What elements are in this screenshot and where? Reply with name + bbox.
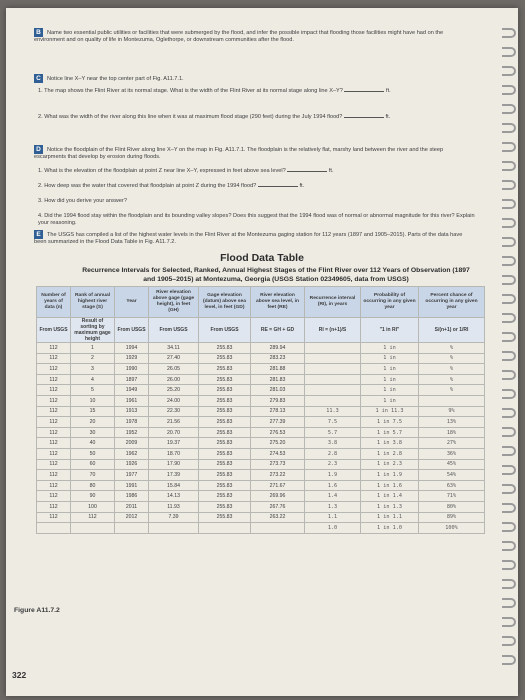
table-cell: 20.70	[149, 427, 199, 438]
table-cell: 1962	[115, 448, 149, 459]
table-cell	[419, 395, 485, 406]
table-cell: 4	[71, 374, 115, 385]
table-cell: 63%	[419, 480, 485, 491]
table-header-row	[37, 287, 485, 318]
table-cell: 112	[37, 459, 71, 470]
table-row	[37, 385, 485, 396]
table-cell: 1994	[115, 343, 149, 354]
table-cell: 1977	[115, 470, 149, 481]
table-cell: 255.83	[199, 491, 251, 502]
table-title: Flood Data Table	[220, 252, 304, 264]
table-row	[37, 491, 485, 502]
table-cell: 112	[37, 417, 71, 428]
table-cell: 1 in	[361, 395, 419, 406]
spiral-coil	[502, 465, 516, 475]
subheader-cell: From USGS	[199, 318, 251, 343]
table-cell	[305, 395, 361, 406]
spiral-binding	[502, 28, 516, 676]
table-cell: 19.37	[149, 438, 199, 449]
spiral-coil	[502, 104, 516, 114]
spiral-coil	[502, 446, 516, 456]
header-cell: River elevation above gage (gage height), in feet (GH)	[149, 287, 199, 318]
header-cell: Percent chance of occurring in any given year	[419, 287, 485, 318]
table-cell: 255.83	[199, 385, 251, 396]
table-cell: 2011	[115, 501, 149, 512]
spiral-coil	[502, 256, 516, 266]
spiral-coil	[502, 237, 516, 247]
table-row	[37, 395, 485, 406]
header-cell: Number of years of data (n)	[37, 287, 71, 318]
table-cell: 255.83	[199, 427, 251, 438]
table-cell	[305, 343, 361, 354]
table-cell: 1 in 1.9	[361, 470, 419, 481]
table-subheader-row	[37, 318, 485, 343]
spiral-coil	[502, 503, 516, 513]
spiral-coil	[502, 199, 516, 209]
section-e	[34, 230, 474, 247]
table-cell: 80%	[419, 501, 485, 512]
table-cell	[199, 523, 251, 534]
table-cell: 25.20	[149, 385, 199, 396]
table-cell: 17.90	[149, 459, 199, 470]
table-cell: 112	[37, 427, 71, 438]
table-cell: 255.83	[199, 480, 251, 491]
spiral-coil	[502, 332, 516, 342]
table-cell: 70	[71, 470, 115, 481]
table-cell: 273.22	[251, 470, 305, 481]
table-row	[37, 406, 485, 417]
table-cell: 15	[71, 406, 115, 417]
table-cell: 1 in 1.6	[361, 480, 419, 491]
table-cell: 112	[37, 364, 71, 375]
table-row	[37, 427, 485, 438]
table-cell: 18.70	[149, 448, 199, 459]
table-row	[37, 512, 485, 523]
table-cell: 1961	[115, 395, 149, 406]
table-cell: 27.40	[149, 353, 199, 364]
table-cell: 1913	[115, 406, 149, 417]
table-cell	[149, 523, 199, 534]
table-row	[37, 448, 485, 459]
table-cell: 1 in 2.8	[361, 448, 419, 459]
table-row	[37, 364, 485, 375]
figure-label: Figure A11.7.2	[14, 607, 60, 614]
table-cell: 112	[37, 343, 71, 354]
table-cell: 3.8	[305, 438, 361, 449]
section-b	[34, 28, 474, 45]
table-row	[37, 438, 485, 449]
table-row	[37, 374, 485, 385]
table-cell: 255.83	[199, 512, 251, 523]
table-cell: 1986	[115, 491, 149, 502]
table-cell: 30	[71, 427, 115, 438]
table-cell: 255.83	[199, 395, 251, 406]
table-cell: %	[419, 353, 485, 364]
header-cell: Year	[115, 287, 149, 318]
question-d4: 4. Did the 1994 flood stay within the floodplain and its bounding valley slopes? Does this suggest that the 1994 flood was of normal or abnormal magnitude for this river? Explain your reasoning.	[38, 213, 475, 227]
table-cell	[305, 353, 361, 364]
table-cell: 90	[71, 491, 115, 502]
table-cell: 281.83	[251, 374, 305, 385]
table-cell: 277.39	[251, 417, 305, 428]
spiral-coil	[502, 218, 516, 228]
table-cell: 2.3	[305, 459, 361, 470]
spiral-coil	[502, 351, 516, 361]
table-cell: 45%	[419, 459, 485, 470]
table-row	[37, 459, 485, 470]
table-cell: 1.9	[305, 470, 361, 481]
table-cell: 278.13	[251, 406, 305, 417]
table-cell: 1 in	[361, 385, 419, 396]
table-cell	[305, 364, 361, 375]
table-cell: 54%	[419, 470, 485, 481]
table-cell: 271.67	[251, 480, 305, 491]
spiral-coil	[502, 313, 516, 323]
header-cell: Recurrence interval (RI), in years	[305, 287, 361, 318]
table-row	[37, 470, 485, 481]
table-row	[37, 343, 485, 354]
spiral-coil	[502, 598, 516, 608]
table-cell: 2012	[115, 512, 149, 523]
table-cell: 255.83	[199, 448, 251, 459]
table-cell: 60	[71, 459, 115, 470]
table-cell: 7.39	[149, 512, 199, 523]
textbook-page	[6, 8, 518, 696]
table-cell: 276.53	[251, 427, 305, 438]
subheader-cell: RI = (n+1)/S	[305, 318, 361, 343]
table-cell: 13%	[419, 417, 485, 428]
table-cell: 89%	[419, 512, 485, 523]
table-cell: 100	[71, 501, 115, 512]
table-cell: 27%	[419, 438, 485, 449]
section-c-badge: C	[34, 74, 43, 83]
section-b-badge: B	[34, 28, 43, 37]
table-cell: 1.0	[305, 523, 361, 534]
table-cell: 1 in	[361, 364, 419, 375]
table-cell: 273.73	[251, 459, 305, 470]
table-cell	[305, 385, 361, 396]
header-cell: Rank of annual highest river stage (S)	[71, 287, 115, 318]
table-cell: 255.83	[199, 459, 251, 470]
section-d	[34, 145, 474, 162]
table-cell: %	[419, 385, 485, 396]
section-c	[34, 74, 474, 83]
table-cell: 10	[71, 395, 115, 406]
section-e-text: The USGS has compiled a list of the highest water levels in the Flint River at the Montezuma gaging station for 112 years (1897 and 1905–2015). Parts of the data have been summarized in the Flood Data Table in Fig. A11.7.2.	[34, 231, 463, 246]
table-cell: 289.94	[251, 343, 305, 354]
table-cell: 255.83	[199, 501, 251, 512]
table-cell: 1 in 1.0	[361, 523, 419, 534]
table-cell: 9%	[419, 406, 485, 417]
table-cell: 34.11	[149, 343, 199, 354]
table-cell: 1991	[115, 480, 149, 491]
table-cell: 255.83	[199, 470, 251, 481]
table-cell: 24.00	[149, 395, 199, 406]
table-cell	[305, 374, 361, 385]
table-cell: 1897	[115, 374, 149, 385]
table-row	[37, 417, 485, 428]
table-cell: 1929	[115, 353, 149, 364]
table-cell: 36%	[419, 448, 485, 459]
table-cell: 112	[37, 480, 71, 491]
table-row	[37, 353, 485, 364]
table-cell: 1 in	[361, 374, 419, 385]
table-cell: 112	[37, 470, 71, 481]
header-cell: Gage elevation (datum) above sea level, in feet (GD)	[199, 287, 251, 318]
spiral-coil	[502, 294, 516, 304]
table-cell: 26.05	[149, 364, 199, 375]
table-cell: 112	[37, 406, 71, 417]
subheader-cell: "1 in RI"	[361, 318, 419, 343]
spiral-coil	[502, 427, 516, 437]
table-cell: 255.83	[199, 353, 251, 364]
header-cell: River elevation above sea level, in feet (RE)	[251, 287, 305, 318]
subheader-cell: RE = GH + GD	[251, 318, 305, 343]
table-cell: %	[419, 364, 485, 375]
spiral-coil	[502, 142, 516, 152]
question-d3: 3. How did you derive your answer?	[38, 198, 127, 204]
table-cell: 281.88	[251, 364, 305, 375]
table-cell	[37, 523, 71, 534]
table-cell: 1952	[115, 427, 149, 438]
table-cell: 20	[71, 417, 115, 428]
table-cell: 11.93	[149, 501, 199, 512]
table-cell: 112	[37, 512, 71, 523]
table-cell: 112	[37, 448, 71, 459]
subheader-cell: From USGS	[149, 318, 199, 343]
spiral-coil	[502, 370, 516, 380]
table-cell: 50	[71, 448, 115, 459]
table-row	[37, 501, 485, 512]
table-cell: 1 in 1.4	[361, 491, 419, 502]
table-cell: 112	[37, 501, 71, 512]
table-cell: 255.83	[199, 374, 251, 385]
table-cell: 283.23	[251, 353, 305, 364]
spiral-coil	[502, 617, 516, 627]
table-cell: 3	[71, 364, 115, 375]
table-cell: 71%	[419, 491, 485, 502]
subheader-cell: Result of sorting by maximum gage height	[71, 318, 115, 343]
table-cell: %	[419, 374, 485, 385]
spiral-coil	[502, 66, 516, 76]
table-cell: 22.30	[149, 406, 199, 417]
table-cell: 255.83	[199, 343, 251, 354]
spiral-coil	[502, 123, 516, 133]
question-c1: 1. The map shows the Flint River at its normal stage. What is the width of the Flint River at its normal stage along line X–Y? ft.	[38, 88, 391, 94]
table-row	[37, 523, 485, 534]
table-cell: 17.39	[149, 470, 199, 481]
question-d1: 1. What is the elevation of the floodplain at point Z near line X–Y, expressed in feet above sea level? ft.	[38, 168, 334, 174]
table-cell	[71, 523, 115, 534]
table-cell: 1978	[115, 417, 149, 428]
table-cell: 112	[71, 512, 115, 523]
table-cell: 269.96	[251, 491, 305, 502]
table-row	[37, 480, 485, 491]
section-b-text: Name two essential public utilities or facilities that were submerged by the flood, and infer the possible impact that flooding those facilities might have had on the environment and on quality of life in Montezuma, Oglethorpe, or downstream communities after the flood.	[34, 29, 444, 44]
table-cell: 21.56	[149, 417, 199, 428]
spiral-coil	[502, 541, 516, 551]
table-cell: 1.4	[305, 491, 361, 502]
table-cell: 1 in 7.5	[361, 417, 419, 428]
table-cell: 1.6	[305, 480, 361, 491]
answer-blank[interactable]	[258, 186, 298, 187]
subheader-cell: S/(n+1) or 1/RI	[419, 318, 485, 343]
table-cell: 255.83	[199, 406, 251, 417]
answer-blank[interactable]	[344, 117, 384, 118]
table-cell: 1	[71, 343, 115, 354]
table-cell: 18%	[419, 427, 485, 438]
table-cell: 7.5	[305, 417, 361, 428]
flood-data-table	[36, 286, 485, 534]
page-number: 322	[12, 670, 27, 680]
table-cell: 1 in 1.3	[361, 501, 419, 512]
table-cell	[115, 523, 149, 534]
answer-blank[interactable]	[287, 171, 327, 172]
section-e-badge: E	[34, 230, 43, 239]
section-d-text: Notice the floodplain of the Flint River along line X–Y on the map in Fig. A11.7.1. The floodplain is the relatively flat, marshy land between the river and the steep escarpments that develop by erosion during floods.	[34, 146, 444, 161]
header-cell: Probability of occurring in any given year	[361, 287, 419, 318]
table-cell: 1 in 2.3	[361, 459, 419, 470]
table-cell: 5	[71, 385, 115, 396]
table-cell: 112	[37, 438, 71, 449]
spiral-coil	[502, 484, 516, 494]
table-cell: 255.83	[199, 438, 251, 449]
table-cell: 100%	[419, 523, 485, 534]
spiral-coil	[502, 85, 516, 95]
table-cell: 14.13	[149, 491, 199, 502]
question-d2: 2. How deep was the water that covered that floodplain at point Z during the 1994 flood? ft.	[38, 183, 305, 189]
table-cell: 267.76	[251, 501, 305, 512]
table-cell: 1 in 1.1	[361, 512, 419, 523]
table-cell: 1.1	[305, 512, 361, 523]
table-cell: 1949	[115, 385, 149, 396]
table-cell: 80	[71, 480, 115, 491]
table-cell: 1990	[115, 364, 149, 375]
table-cell	[251, 523, 305, 534]
spiral-coil	[502, 636, 516, 646]
spiral-coil	[502, 655, 516, 665]
spiral-coil	[502, 408, 516, 418]
table-cell: 5.7	[305, 427, 361, 438]
spiral-coil	[502, 47, 516, 57]
table-cell: 2009	[115, 438, 149, 449]
spiral-coil	[502, 522, 516, 532]
table-cell: 40	[71, 438, 115, 449]
table-cell: 255.83	[199, 417, 251, 428]
question-c2: 2. What was the width of the river along this line when it was at maximum flood stage (290 feet) during the July 1994 flood? ft.	[38, 114, 391, 120]
table-cell: 26.00	[149, 374, 199, 385]
table-cell: 112	[37, 395, 71, 406]
table-cell: 2	[71, 353, 115, 364]
answer-blank[interactable]	[344, 91, 384, 92]
table-cell: 1 in 5.7	[361, 427, 419, 438]
table-cell: 274.53	[251, 448, 305, 459]
table-cell: 279.83	[251, 395, 305, 406]
table-cell: 1 in	[361, 343, 419, 354]
table-cell: %	[419, 343, 485, 354]
table-cell: 263.22	[251, 512, 305, 523]
table-caption: Recurrence Intervals for Selected, Ranked, Annual Highest Stages of the Flint River over 112 Years of Observation (1897 and 1905–2015) at Montezuma, Georgia (USGS Station 02349605, data from USGS)	[82, 267, 470, 283]
section-c-text: Notice line X–Y near the top center part of Fig. A11.7.1.	[47, 75, 184, 82]
section-d-badge: D	[34, 145, 43, 154]
table-cell: 15.84	[149, 480, 199, 491]
table-cell: 112	[37, 374, 71, 385]
table-cell: 11.3	[305, 406, 361, 417]
table-cell: 1 in	[361, 353, 419, 364]
spiral-coil	[502, 180, 516, 190]
table-cell: 2.8	[305, 448, 361, 459]
spiral-coil	[502, 560, 516, 570]
table-cell: 1926	[115, 459, 149, 470]
spiral-coil	[502, 28, 516, 38]
spiral-coil	[502, 161, 516, 171]
table-cell: 112	[37, 353, 71, 364]
table-cell: 1 in 3.8	[361, 438, 419, 449]
table-cell: 112	[37, 491, 71, 502]
table-cell: 1.3	[305, 501, 361, 512]
table-cell: 1 in 11.3	[361, 406, 419, 417]
spiral-coil	[502, 389, 516, 399]
subheader-cell: From USGS	[115, 318, 149, 343]
table-cell: 112	[37, 385, 71, 396]
table-cell: 255.83	[199, 364, 251, 375]
subheader-cell: From USGS	[37, 318, 71, 343]
spiral-coil	[502, 275, 516, 285]
table-cell: 281.03	[251, 385, 305, 396]
spiral-coil	[502, 579, 516, 589]
table-cell: 275.20	[251, 438, 305, 449]
